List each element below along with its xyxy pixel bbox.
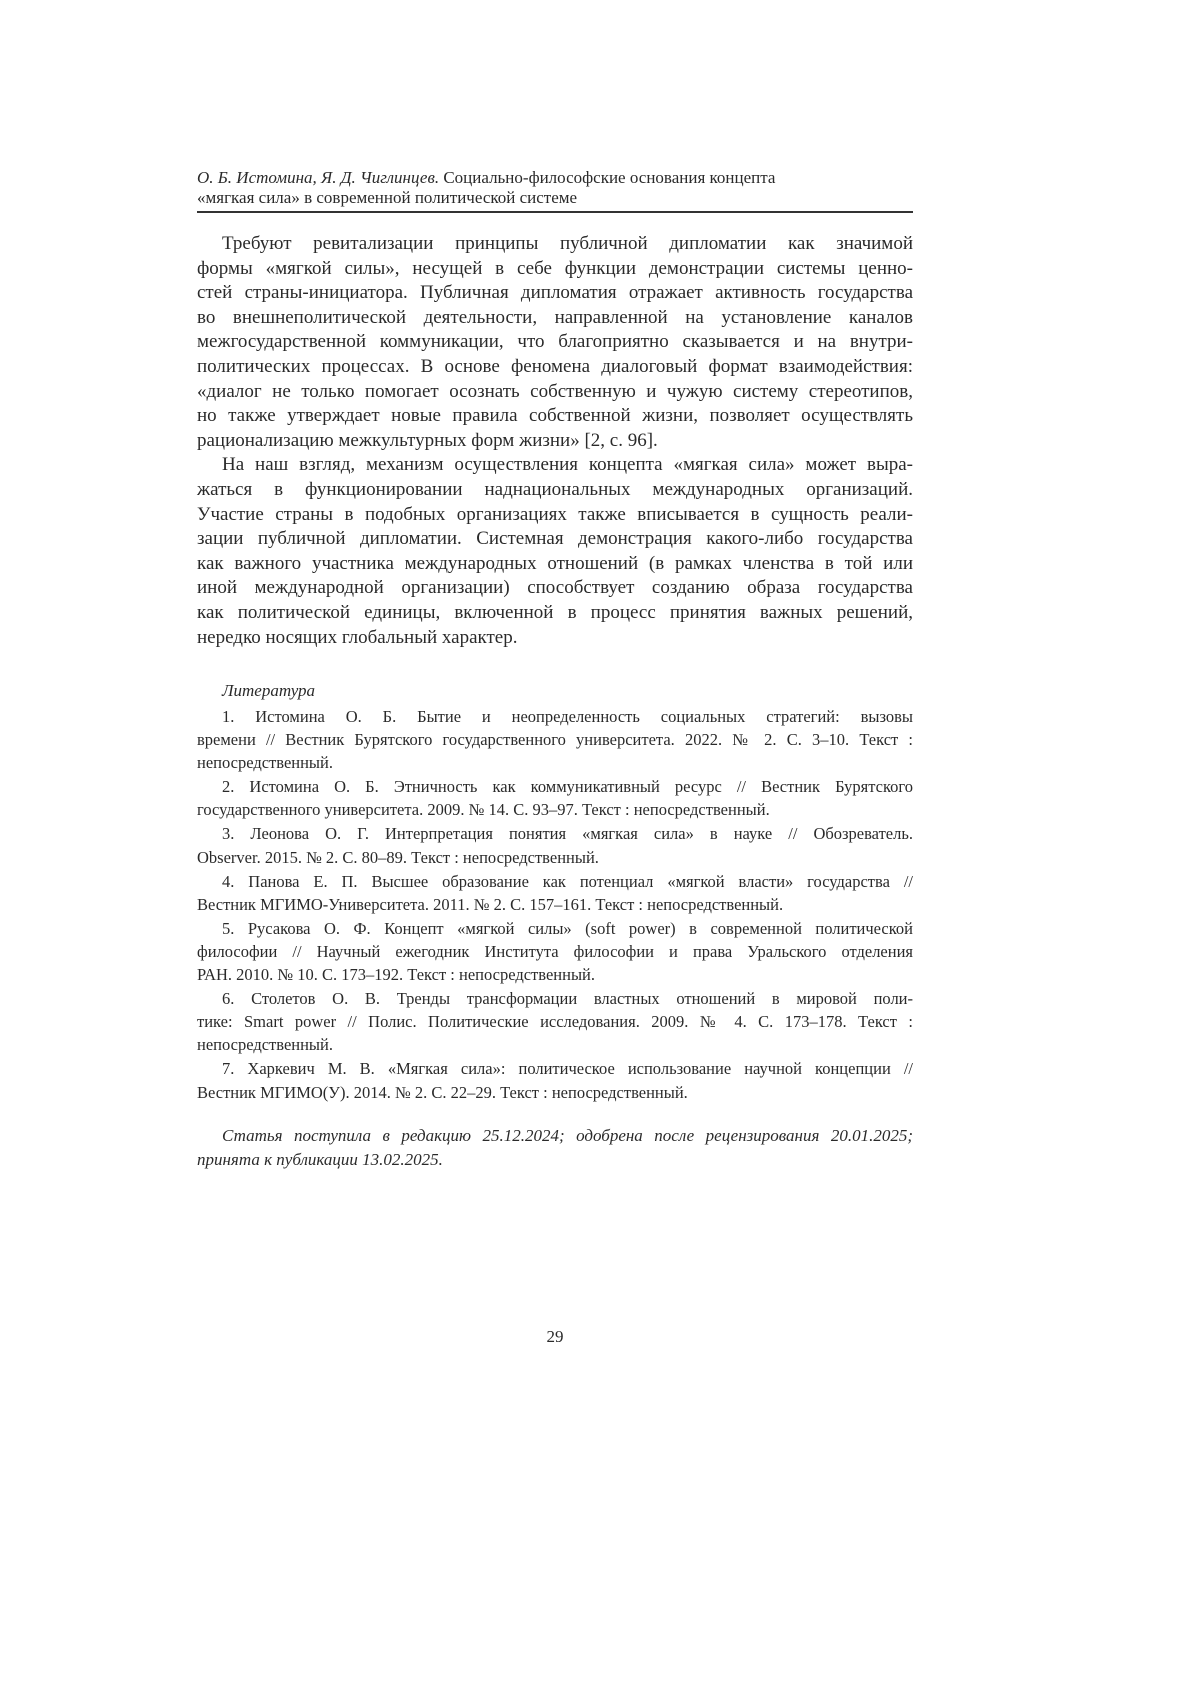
text-line: Требуют ревитализации принципы публичной дипломатии как значимой [197,232,913,257]
reference-line: 5. Русакова О. Ф. Концепт «мягкой силы» (soft power) в современной политической [197,917,913,940]
header-line-1 [197,168,913,188]
reference-line: 7. Харкевич М. В. «Мягкая сила»: политическое использование научной концепции // [197,1057,913,1080]
reference-item [197,917,913,986]
reference-line: Observer. 2015. № 2. С. 80–89. Текст : непосредственный. [197,846,913,869]
text-line: политических процессах. В основе феномена диалоговый формат взаимодействия: [197,355,913,380]
reference-line: времени // Вестник Бурятского государственного университета. 2022. № 2. С. 3–10. Текст : [197,728,913,751]
reference-line: Вестник МГИМО(У). 2014. № 2. С. 22–29. Текст : непосредственный. [197,1081,913,1104]
reference-line: государственного университета. 2009. № 14. С. 93–97. Текст : непосредственный. [197,798,913,821]
reference-line: непосредственный. [197,751,913,774]
note-line: Статья поступила в редакцию 25.12.2024; одобрена после рецензирования 20.01.2025; [197,1124,913,1148]
reference-line: философии // Научный ежегодник Института философии и права Уральского отделения [197,940,913,963]
header-authors: О. Б. Истомина, Я. Д. Чиглинцев. [197,168,439,187]
reference-line: 2. Истомина О. Б. Этничность как коммуникативный ресурс // Вестник Бурятского [197,775,913,798]
text-line: межгосударственной коммуникации, что благоприятно сказывается и на внутри- [197,330,913,355]
note-line: принята к публикации 13.02.2025. [197,1148,913,1172]
reference-item [197,705,913,774]
reference-line: РАН. 2010. № 10. С. 173–192. Текст : непосредственный. [197,963,913,986]
text-line: жаться в функционировании наднациональных международных организаций. [197,478,913,503]
text-line: но также утверждает новые правила собственной жизни, позволяет осуществлять [197,404,913,429]
header-title: Социально-философские основания концепта [439,168,775,187]
reference-line: 1. Истомина О. Б. Бытие и неопределенность социальных стратегий: вызовы [197,705,913,728]
text-line: нередко носящих глобальный характер. [197,626,913,651]
text-line: иной международной организации) способствует созданию образа государства [197,576,913,601]
text-line: во внешнеполитической деятельности, направленной на установление каналов [197,306,913,331]
text-line: формы «мягкой силы», несущей в себе функции демонстрации системы ценно- [197,257,913,282]
text-line: На наш взгляд, механизм осуществления концепта «мягкая сила» может выра- [197,453,913,478]
text-line: зации публичной дипломатии. Системная демонстрация какого-либо государства [197,527,913,552]
header-rule [197,211,913,213]
paragraph [197,232,913,453]
reference-list [197,705,913,1105]
reference-item [197,775,913,821]
reference-item [197,822,913,868]
text-line: Участие страны в подобных организациях также вписывается в сущность реали- [197,503,913,528]
reference-item [197,987,913,1056]
text-line: рационализацию межкультурных форм жизни» [2, с. 96]. [197,429,913,454]
reference-line: 4. Панова Е. П. Высшее образование как потенциал «мягкой власти» государства // [197,870,913,893]
paragraph [197,453,913,650]
reference-line: 3. Леонова О. Г. Интерпретация понятия «мягкая сила» в науке // Обозреватель. [197,822,913,845]
running-header [197,168,913,208]
submission-note [197,1124,913,1172]
page-number: 29 [197,1327,913,1347]
reference-item [197,870,913,916]
text-line: «диалог не только помогает осознать собственную и чужую систему стереотипов, [197,380,913,405]
header-title-line-2: «мягкая сила» в современной политической системе [197,188,913,208]
reference-line: Вестник МГИМО-Университета. 2011. № 2. С. 157–161. Текст : непосредственный. [197,893,913,916]
text-line: стей страны-инициатора. Публичная дипломатия отражает активность государства [197,281,913,306]
article-body [197,232,913,650]
text-line: как политической единицы, включенной в процесс принятия важных решений, [197,601,913,626]
text-line: как важного участника международных отношений (в рамках членства в той или [197,552,913,577]
reference-line: 6. Столетов О. В. Тренды трансформации властных отношений в мировой поли- [197,987,913,1010]
reference-line: тике: Smart power // Полис. Политические исследования. 2009. № 4. С. 173–178. Текст : [197,1010,913,1033]
reference-item [197,1057,913,1103]
reference-line: непосредственный. [197,1033,913,1056]
literature-heading: Литература [197,680,913,702]
